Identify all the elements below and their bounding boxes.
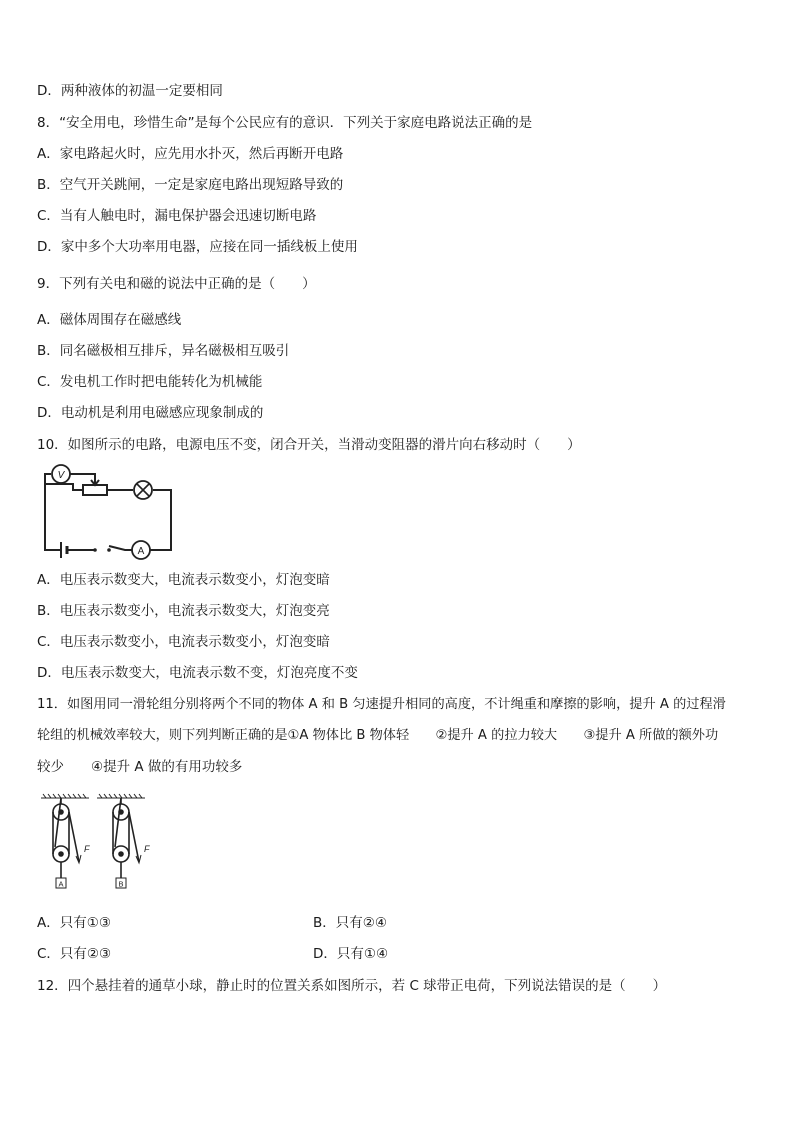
q11-options-row1 bbox=[37, 914, 387, 932]
q8-option-d: D．家中多个大功率用电器，应接在同一插线板上使用 bbox=[37, 239, 358, 255]
q11-options-row2 bbox=[37, 945, 389, 963]
q10-stem: 10．如图所示的电路，电源电压不变，闭合开关，当滑动变阻器的滑片向右移动时（ ） bbox=[37, 437, 581, 453]
voltmeter-label: V bbox=[57, 470, 65, 481]
q8-stem: 8．“安全用电，珍惜生命”是每个公民应有的意识．下列关于家庭电路说法正确的是 bbox=[37, 115, 533, 131]
q11-option-d: D．只有①④ bbox=[313, 946, 389, 962]
q11-stem-line1: 11．如图用同一滑轮组分别将两个不同的物体 A 和 B 匀速提升相同的高度，不计绳重和摩擦的影响，提升 A 的过程滑 bbox=[37, 697, 726, 712]
q11-option-b: B．只有②④ bbox=[313, 915, 387, 931]
q8-option-a: A．家电路起火时，应先用水扑灭，然后再断开电路 bbox=[37, 146, 344, 162]
q10-option-c: C．电压表示数变小，电流表示数变小，灯泡变暗 bbox=[37, 634, 330, 650]
force-label-left: F bbox=[84, 844, 90, 854]
q9-option-b: B．同名磁极相互排斥，异名磁极相互吸引 bbox=[37, 343, 290, 359]
ammeter-label: A bbox=[137, 546, 145, 557]
q7-option-d: D．两种液体的初温一定要相同 bbox=[37, 83, 223, 99]
q11-option-a: A．只有①③ bbox=[37, 915, 111, 931]
q9-stem: 9．下列有关电和磁的说法中正确的是（ ） bbox=[37, 276, 316, 292]
q8-option-c: C．当有人触电时，漏电保护器会迅速切断电路 bbox=[37, 208, 317, 224]
block-a-label: A bbox=[58, 879, 64, 889]
q12-stem: 12．四个悬挂着的通草小球，静止时的位置关系如图所示，若 C 球带正电荷，下列说法错误的是（ ） bbox=[37, 978, 667, 994]
q10-circuit-diagram bbox=[37, 462, 177, 562]
force-label-right: F bbox=[144, 844, 150, 854]
q9-option-d: D．电动机是利用电磁感应现象制成的 bbox=[37, 405, 264, 421]
block-b-label: B bbox=[118, 879, 124, 889]
q10-option-a: A．电压表示数变大，电流表示数变小，灯泡变暗 bbox=[37, 572, 330, 588]
q10-option-b: B．电压表示数变小，电流表示数变大，灯泡变亮 bbox=[37, 603, 330, 619]
q8-option-b: B．空气开关跳闸，一定是家庭电路出现短路导致的 bbox=[37, 177, 344, 193]
q9-option-c: C．发电机工作时把电能转化为机械能 bbox=[37, 374, 263, 390]
q11-stem-line3: 较少 ④提升 A 做的有用功较多 bbox=[37, 759, 243, 775]
q10-option-d: D．电压表示数变大，电流表示数不变，灯泡亮度不变 bbox=[37, 665, 358, 681]
q11-pulley-diagram bbox=[37, 792, 157, 896]
q11-stem-line2: 轮组的机械效率较大，则下列判断正确的是①A 物体比 B 物体轻 ②提升 A 的拉力较大 ③提升 A 所做的额外功 bbox=[37, 728, 719, 743]
q11-option-c: C．只有②③ bbox=[37, 946, 112, 962]
q9-option-a: A．磁体周围存在磁感线 bbox=[37, 312, 182, 328]
